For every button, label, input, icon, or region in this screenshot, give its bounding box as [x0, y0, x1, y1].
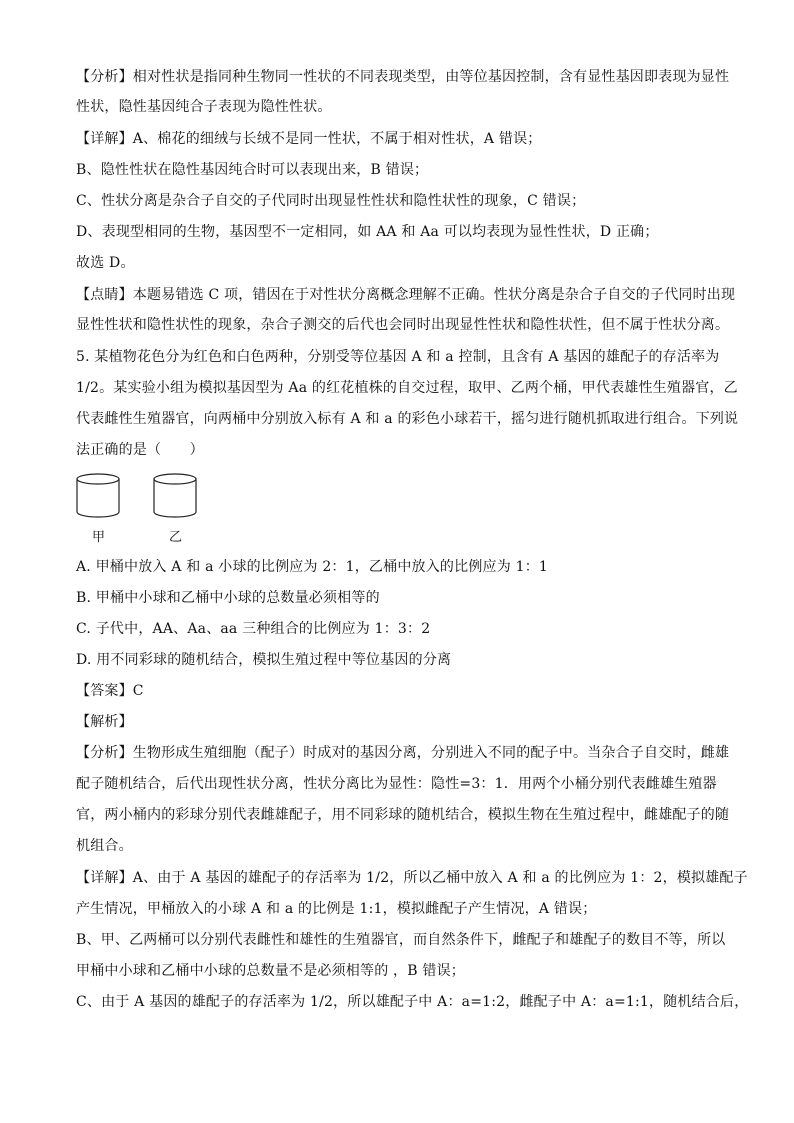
option-d: D. 用不同彩球的随机结合，模拟生殖过程中等位基因的分离 — [76, 652, 452, 668]
text-line: D、表现型相同的生物，基因型不一定相同，如 AA 和 Aa 可以均表现为显性性状，D 正确； — [76, 224, 659, 240]
text-line: B、甲、乙两桶可以分别代表雌性和雄性的生殖器官，而自然条件下，雌配子和雄配子的数目不等，所以 — [76, 932, 726, 948]
option-b: B. 甲桶中小球和乙桶中小球的总数量必须相等的 — [76, 590, 380, 606]
question-text: 法正确的是（ ） — [76, 442, 204, 458]
analysis-label: 【解析】 — [76, 714, 133, 730]
text-line: 官，两小桶内的彩球分别代表雌雄配子，用不同彩球的随机结合，模拟生物在生殖过程中，雌雄配子的随 — [76, 807, 730, 823]
bucket-yi-label: 乙 — [169, 530, 183, 545]
bucket-yi-top — [154, 474, 196, 484]
answer-label: 【答案】C — [76, 683, 144, 699]
text-line: C、性状分离是杂合子自交的子代同时出现显性性状和隐性状性的现象，C 错误； — [76, 193, 586, 209]
text-line: 故选 D。 — [76, 255, 135, 271]
bucket-jia-body — [77, 479, 119, 517]
bucket-yi-body — [154, 479, 196, 517]
question-text: 代表雌性生殖器官，向两桶中分别放入标有 A 和 a 的彩色小球若干，摇匀进行随机抓取进行组合。下列说 — [76, 411, 739, 427]
option-c: C. 子代中，AA、Aa、aa 三种组合的比例应为 1：3：2 — [76, 621, 431, 637]
text-line: 【分析】生物形成生殖细胞（配子）时成对的基因分离，分别进入不同的配子中。当杂合子自交时，雌雄 — [76, 745, 730, 761]
text-line: 显性性状和隐性状性的现象，杂合子测交的后代也会同时出现显性性状和隐性状性，但不属于性状分离。 — [76, 317, 730, 333]
bucket-jia-top — [77, 474, 119, 484]
text-line: C、由于 A 基因的雄配子的存活率为 1/2，所以雄配子中 A：a=1:2，雌配子中 A：a=1:1，随机结合后， — [76, 994, 749, 1010]
text-line: 配子随机结合，后代出现性状分离，性状分离比为显性：隐性=3：1．用两个小桶分别代表雌雄生殖器 — [76, 776, 717, 792]
cylinder-buckets-drawing — [74, 470, 234, 522]
text-line: 产生情况，甲桶放入的小球 A 和 a 的比例是 1:1，模拟雌配子产生情况，A 错误； — [76, 901, 597, 917]
text-line: 【分析】相对性状是指同种生物同一性状的不同表现类型，由等位基因控制，含有显性基因即表现为显性 — [76, 69, 730, 85]
text-line: 【详解】A、由于 A 基因的雄配子的存活率为 1/2，所以乙桶中放入 A 和 a 的比例应为 1：2，模拟雄配子 — [76, 870, 748, 886]
text-line: 性状，隐性基因纯合子表现为隐性性状。 — [76, 99, 332, 115]
text-line: 【点睛】本题易错选 C 项，错因在于对性状分离概念理解不正确。性状分离是杂合子自交的子代同时出现 — [76, 287, 736, 303]
buckets-figure — [74, 470, 234, 550]
question-text: 5. 某植物花色分为红色和白色两种，分别受等位基因 A 和 a 控制，且含有 A 基因的雄配子的存活率为 — [76, 349, 720, 365]
text-line: 甲桶中小球和乙桶中小球的总数量不是必须相等的 ，B 错误； — [76, 963, 465, 979]
text-line: B、隐性性状在隐性基因纯合时可以表现出来，B 错误； — [76, 162, 429, 178]
text-line: 【详解】A、棉花的细绒与长绒不是同一性状，不属于相对性状，A 错误； — [76, 131, 542, 147]
option-a: A. 甲桶中放入 A 和 a 小球的比例应为 2：1，乙桶中放入的比例应为 1：1 — [76, 559, 548, 575]
text-line: 机组合。 — [76, 838, 133, 854]
bucket-jia-label: 甲 — [92, 530, 106, 545]
question-text: 1/2。某实验小组为模拟基因型为 Aa 的红花植株的自交过程，取甲、乙两个桶，甲代表雄性生殖器官，乙 — [76, 380, 738, 396]
